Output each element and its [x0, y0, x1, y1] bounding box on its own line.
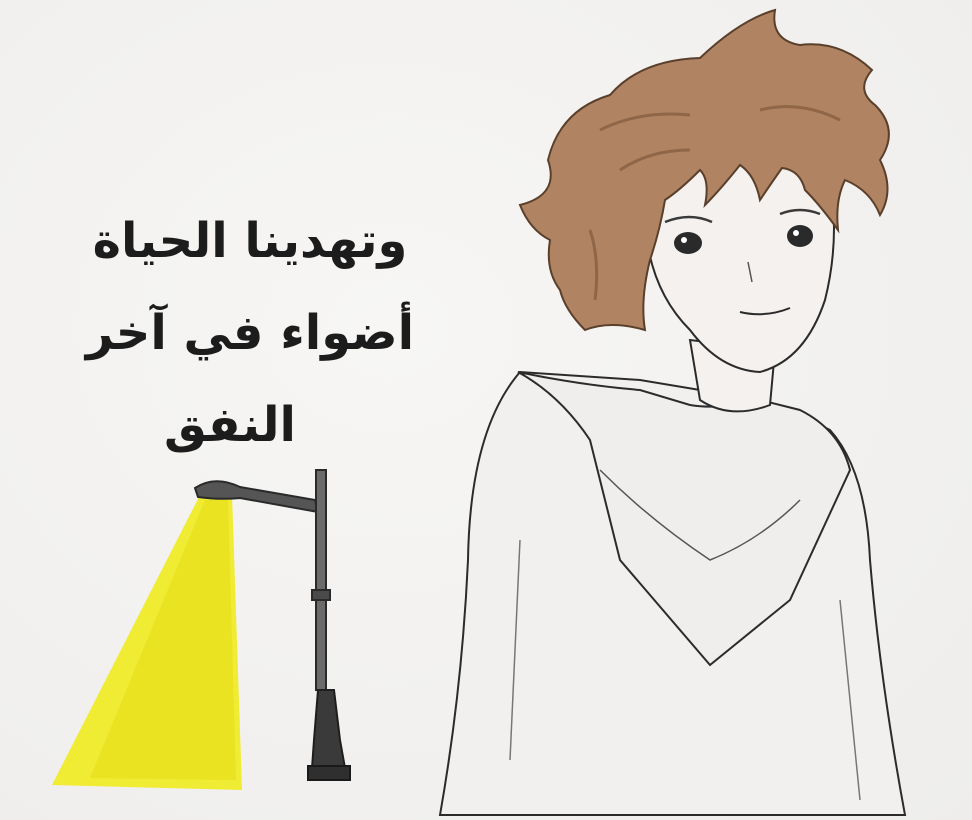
arabic-caption: [60, 195, 440, 471]
right-eye: [787, 225, 813, 247]
lamp-post-ring: [312, 590, 330, 600]
lamp-post-base: [312, 690, 345, 768]
left-eye-highlight: [681, 237, 687, 243]
caption-line-1: وتهدينا الحياة: [92, 213, 408, 269]
right-eye-highlight: [793, 230, 799, 236]
left-eye: [674, 232, 702, 254]
light-beam-shade: [90, 500, 236, 780]
caption-line-2: أضواء في آخر: [85, 305, 415, 361]
caption-line-3: النفق: [164, 397, 296, 453]
lamp-post-foot: [308, 766, 350, 780]
character: [440, 10, 905, 815]
lamp-post-upper: [316, 470, 326, 690]
